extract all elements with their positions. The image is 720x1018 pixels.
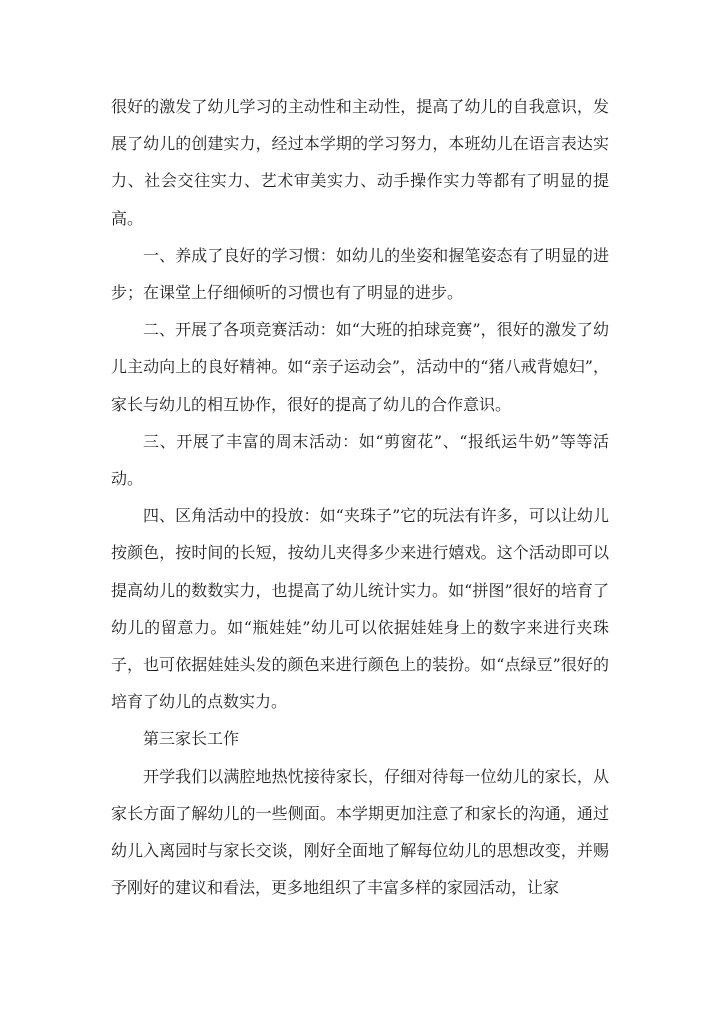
document-body bbox=[111, 88, 609, 906]
section-heading-parent-work: 第三家长工作 bbox=[143, 729, 240, 749]
paragraph-corner-activities: 四、区角活动中的投放：如“夹珠子”它的玩法有许多，可以让幼儿按颜色，按时间的长短，按幼儿夹得多少来进行嬉戏。这个活动即可以提高幼儿的数数实力，也提高了幼儿统计实力。如“拼图”很好的培育了幼儿的留意力。如“瓶娃娃”幼儿可以依据娃娃身上的数字来进行夹珠子，也可依据娃娃头发的颜色来进行颜色上的装扮。如“点绿豆”很好的培育了幼儿的点数实力。 bbox=[111, 506, 609, 712]
paragraph-continuation: 很好的激发了幼儿学习的主动性和主动性，提高了幼儿的自我意识，发展了幼儿的创建实力，经过本学期的学习努力，本班幼儿在语言表达实力、社会交往实力、艺术审美实力、动手操作实力等都有了明显的提高。 bbox=[111, 97, 609, 228]
paragraph-parent-work: 开学我们以满腔地热忱接待家长，仔细对待每一位幼儿的家长，从家长方面了解幼儿的一些侧面。本学期更加注意了和家长的沟通，通过幼儿入离园时与家长交谈，刚好全面地了解每位幼儿的思想改变，并赐予刚好的建议和看法，更多地组织了丰富多样的家园活动，让家 bbox=[111, 766, 609, 898]
paragraph-weekend-activities: 三、开展了丰富的周末活动：如“剪窗花”、“报纸运牛奶”等等活动。 bbox=[111, 431, 609, 489]
paragraph-learning-habits: 一、养成了良好的学习惯：如幼儿的坐姿和握笔姿态有了明显的进步；在课堂上仔细倾听的习惯也有了明显的进步。 bbox=[111, 245, 609, 303]
paragraph-competitions: 二、开展了各项竞赛活动：如“大班的拍球竞赛”，很好的激发了幼儿主动向上的良好精神。如“亲子运动会”，活动中的“猪八戒背媳妇”，家长与幼儿的相互协作，很好的提高了幼儿的合作意识。 bbox=[111, 320, 609, 414]
